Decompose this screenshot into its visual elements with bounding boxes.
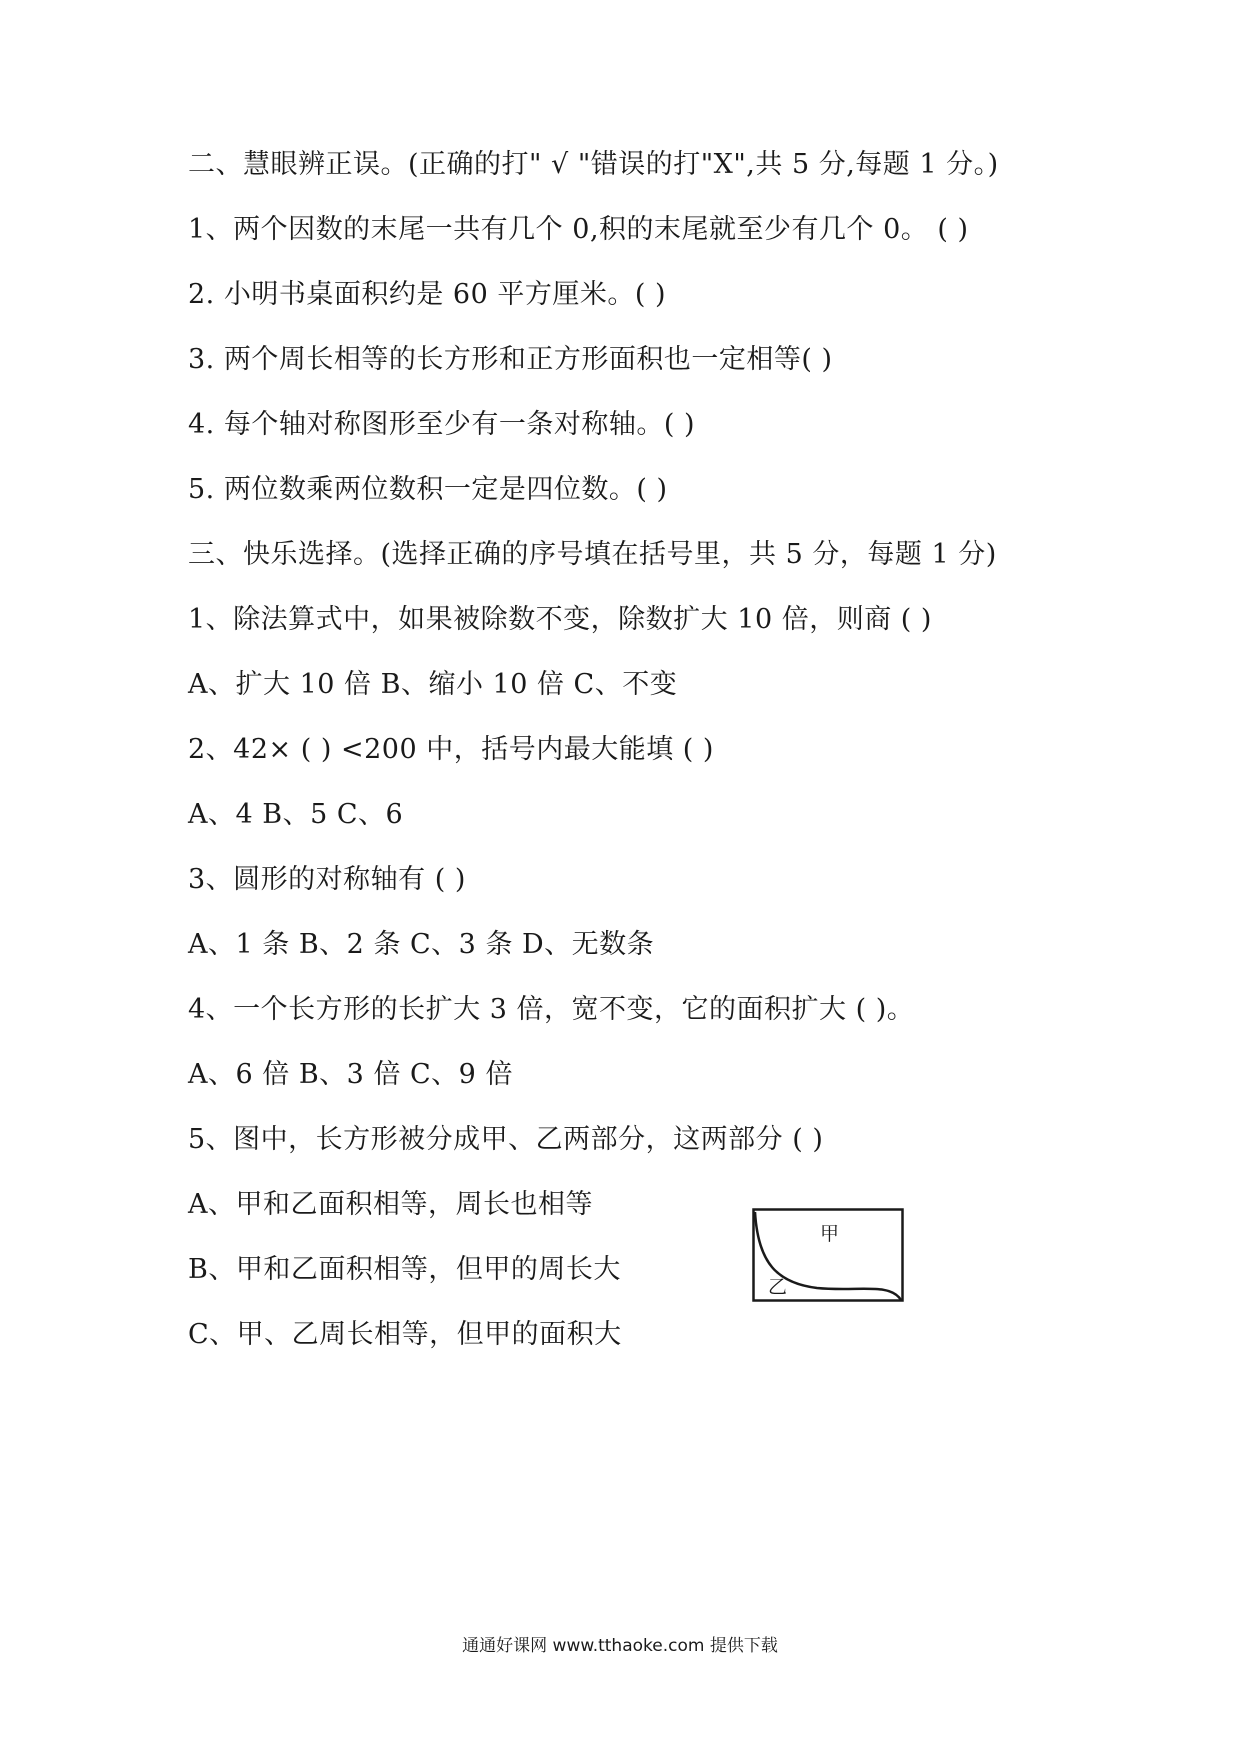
figure-label-jia: 甲 <box>820 1223 840 1245</box>
true-false-item-1: 1、两个因数的末尾一共有几个 0,积的末尾就至少有几个 0。 ( ) <box>188 214 969 245</box>
choice-option-5a: A、甲和乙面积相等，周长也相等 <box>188 1189 593 1220</box>
section-3-heading: 三、快乐选择。(选择正确的序号填在括号里，共 5 分，每题 1 分) <box>188 539 997 570</box>
choice-question-4: 4、一个长方形的长扩大 3 倍，宽不变，它的面积扩大 ( )。 <box>188 994 915 1025</box>
choice-option-5c: C、甲、乙周长相等，但甲的面积大 <box>188 1319 622 1350</box>
choice-options-3: A、1 条 B、2 条 C、3 条 D、无数条 <box>188 929 655 960</box>
choice-question-3: 3、圆形的对称轴有 ( ) <box>188 864 466 895</box>
true-false-item-2: 2. 小明书桌面积约是 60 平方厘米。( ) <box>188 279 667 310</box>
choice-option-5b: B、甲和乙面积相等，但甲的周长大 <box>188 1254 621 1285</box>
true-false-item-5: 5. 两位数乘两位数积一定是四位数。( ) <box>188 474 668 505</box>
choice-options-4: A、6 倍 B、3 倍 C、9 倍 <box>188 1059 513 1090</box>
figure-label-yi: 乙 <box>768 1276 788 1298</box>
rectangle-split-figure <box>752 1208 904 1304</box>
choice-question-1: 1、除法算式中，如果被除数不变，除数扩大 10 倍，则商 ( ) <box>188 604 932 635</box>
footer-credit: 通通好课网 www.tthaoke.com 提供下载 <box>462 1636 778 1656</box>
true-false-item-3: 3. 两个周长相等的长方形和正方形面积也一定相等( ) <box>188 344 833 375</box>
true-false-item-4: 4. 每个轴对称图形至少有一条对称轴。( ) <box>188 409 695 440</box>
choice-options-2: A、4 B、5 C、6 <box>188 799 404 830</box>
choice-question-2: 2、42× ( ) <200 中，括号内最大能填 ( ) <box>188 734 714 765</box>
section-2-heading: 二、慧眼辨正误。(正确的打" √ "错误的打"X",共 5 分,每题 1 分。) <box>188 149 999 180</box>
choice-question-5: 5、图中，长方形被分成甲、乙两部分，这两部分 ( ) <box>188 1124 824 1155</box>
choice-options-1: A、扩大 10 倍 B、缩小 10 倍 C、不变 <box>188 669 678 700</box>
